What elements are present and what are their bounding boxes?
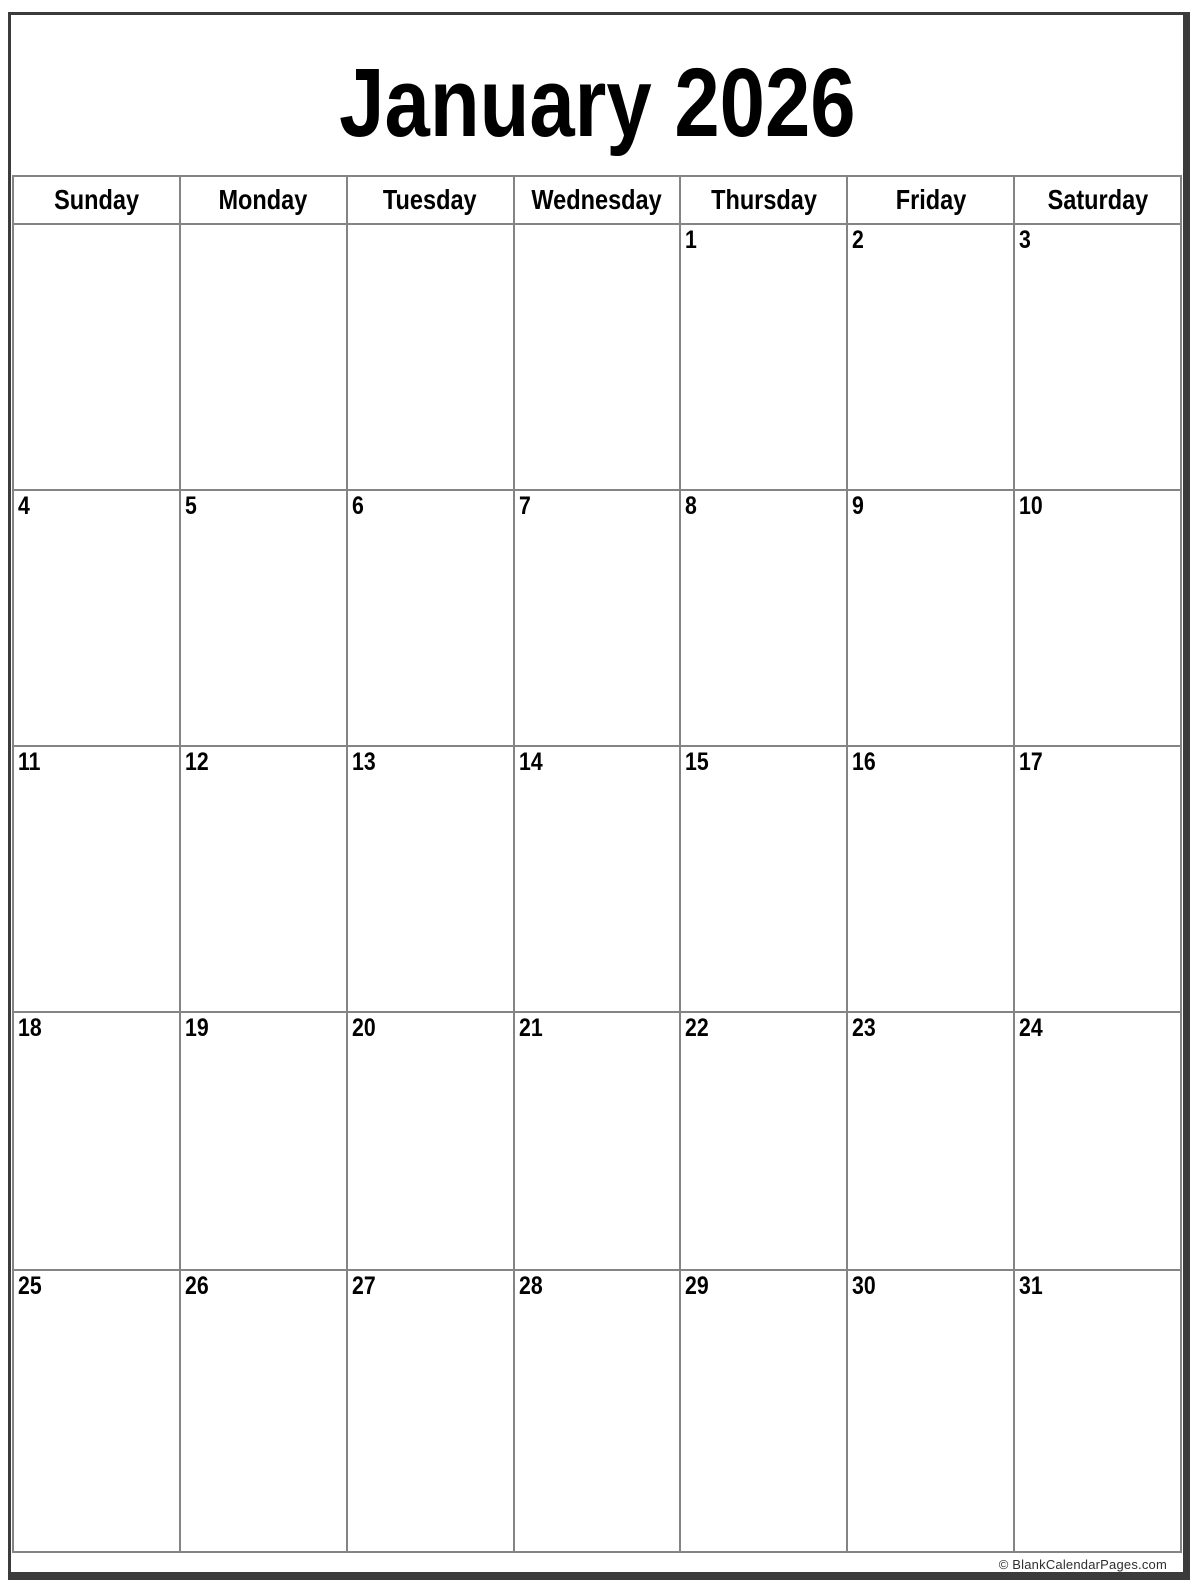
day-cell: [13, 1012, 180, 1270]
day-number: 30: [852, 1272, 876, 1300]
day-number: 3: [1019, 226, 1031, 254]
day-cell: [847, 224, 1014, 490]
day-cell: [680, 1270, 847, 1552]
day-cell: [180, 1012, 347, 1270]
day-cell: [514, 490, 681, 746]
day-cell: [847, 1012, 1014, 1270]
day-cell: [847, 490, 1014, 746]
day-number: 19: [184, 1014, 209, 1042]
day-cell: [13, 224, 180, 490]
day-number: 9: [852, 492, 865, 520]
day-number: 23: [852, 1014, 876, 1042]
day-cell: [514, 746, 681, 1012]
weekday-label: Wednesday: [531, 184, 663, 215]
watermark: © BlankCalendarPages.com: [998, 1557, 1167, 1572]
day-number: 2: [852, 226, 865, 254]
week-row: [13, 1270, 1181, 1552]
page-title-text: January 2026: [338, 47, 856, 157]
day-cell: [514, 224, 681, 490]
weekday-label: Saturday: [1047, 184, 1148, 215]
weekday-label: Tuesday: [383, 184, 477, 215]
day-number: 10: [1019, 492, 1043, 520]
weekday-header-friday: [847, 176, 1014, 224]
weekday-header-monday: [180, 176, 347, 224]
day-number: 29: [685, 1272, 710, 1300]
title-area: [11, 15, 1183, 175]
day-cell: [347, 224, 514, 490]
day-number: 16: [852, 748, 876, 776]
day-number: 15: [685, 748, 710, 776]
day-cell: [13, 746, 180, 1012]
day-number: 27: [351, 1272, 376, 1300]
day-cell: [347, 1270, 514, 1552]
day-number: 17: [1019, 748, 1043, 776]
day-cell: [680, 490, 847, 746]
page-frame: [8, 12, 1190, 1580]
day-number: 11: [18, 748, 41, 776]
calendar-grid: [12, 175, 1182, 1553]
weekday-header-sunday: [13, 176, 180, 224]
day-number: 7: [518, 492, 531, 520]
weekday-label: Monday: [218, 184, 308, 215]
day-number: 8: [685, 492, 698, 520]
day-cell: [347, 490, 514, 746]
day-cell: [514, 1012, 681, 1270]
day-cell: [1014, 490, 1181, 746]
week-row: [13, 746, 1181, 1012]
day-cell: [180, 224, 347, 490]
week-row: [13, 224, 1181, 490]
day-cell: [180, 1270, 347, 1552]
day-number: 13: [351, 748, 376, 776]
day-number: 18: [18, 1014, 42, 1042]
day-cell: [13, 490, 180, 746]
day-number: 25: [18, 1272, 42, 1300]
day-number: 31: [1019, 1272, 1043, 1300]
day-cell: [680, 746, 847, 1012]
day-cell: [347, 1012, 514, 1270]
day-number: 21: [518, 1014, 543, 1042]
weekday-header-wednesday: [514, 176, 681, 224]
week-row: [13, 1012, 1181, 1270]
weekday-header-thursday: [680, 176, 847, 224]
day-cell: [13, 1270, 180, 1552]
day-cell: [847, 1270, 1014, 1552]
weekday-label: Sunday: [53, 184, 139, 215]
day-cell: [1014, 224, 1181, 490]
day-number: 4: [18, 492, 30, 520]
day-cell: [680, 1012, 847, 1270]
day-number: 24: [1019, 1014, 1043, 1042]
day-cell: [1014, 1270, 1181, 1552]
weekday-label: Thursday: [710, 184, 817, 215]
day-cell: [680, 224, 847, 490]
day-cell: [514, 1270, 681, 1552]
day-number: 26: [184, 1272, 209, 1300]
weekday-header-saturday: [1014, 176, 1181, 224]
week-row: [13, 490, 1181, 746]
day-number: 1: [685, 226, 698, 254]
day-cell: [1014, 746, 1181, 1012]
day-number: 6: [351, 492, 364, 520]
day-cell: [347, 746, 514, 1012]
weekday-header-row: [13, 176, 1181, 224]
day-cell: [1014, 1012, 1181, 1270]
day-cell: [180, 490, 347, 746]
day-number: 28: [518, 1272, 543, 1300]
day-cell: [180, 746, 347, 1012]
page-title: [290, 47, 905, 157]
day-number: 12: [184, 748, 209, 776]
weekday-header-tuesday: [347, 176, 514, 224]
day-number: 5: [184, 492, 197, 520]
day-cell: [847, 746, 1014, 1012]
day-number: 22: [685, 1014, 710, 1042]
calendar-weeks: [13, 224, 1181, 1552]
weekday-label: Friday: [895, 184, 966, 215]
day-number: 20: [351, 1014, 376, 1042]
day-number: 14: [518, 748, 543, 776]
